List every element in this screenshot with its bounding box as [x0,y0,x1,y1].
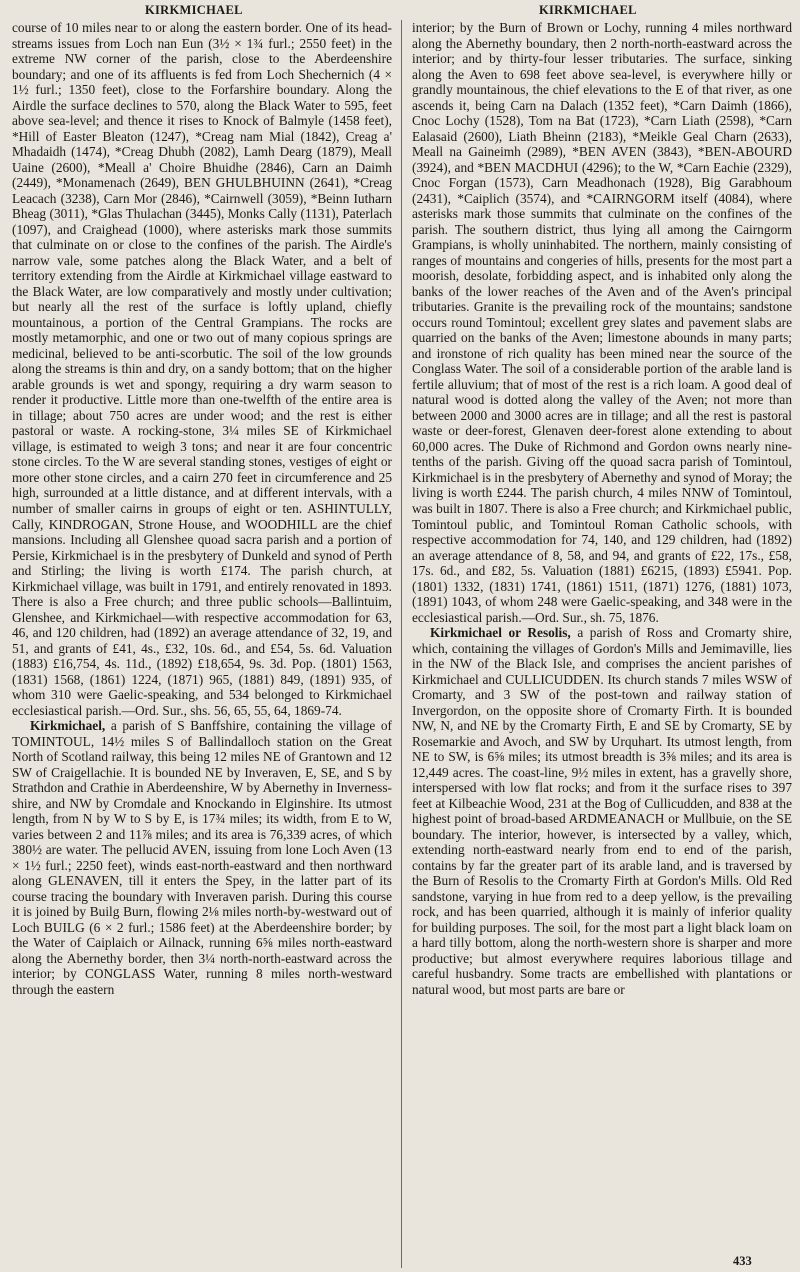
entry-headword: Kirkmichael or Resolis, [430,625,571,641]
entry-headword: Kirkmichael, [30,718,106,734]
page-number: 433 [733,1254,752,1268]
left-paragraph-2 [12,718,392,997]
page-header-right: KIRKMICHAEL [539,3,637,17]
entry-text: a parish of Ross and Cromarty shire, which, containing the villages of Gordon's Mills and Jemimaville, lies in the NW of the Black Isle, and comprises the ancient parishes of Kirkmichael and CULLICUDDEN. Its church stands 7 miles WSW of Cromarty, and 3 SW of the post-town and railway station of Invergordon, on the opposite shore of Cromarty Firth. It is bounded NW, N, and NE by the Cromarty Firth, E and SE by Cromarty, SE by Rosemarkie and Avoch, and SW by Urquhart. Its utmost length, from NE to SW, is 6⅝ miles; its utmost breadth is 3⅝ miles; and its area is 12,449 acres. The coast-line, 9½ miles in extent, has a gravelly shore, interspersed with low flat rocks; and from it the surface rises to 397 feet at Kilbeachie Wood, 231 at the Bog of Cullicudden, and 838 at the highest point of broad-based ARDMEANACH or Mullbuie, on the SE boundary. The interior, however, is intersected by a valley, which, extending north-eastward nearly from end to end of the parish, contains by far the greater part of its arable land, and is traversed by the Burn of Resolis to the Cromarty Firth at Gordon's Mills. Old Red sandstone, varying in hue from red to a deep yellow, is the prevailing rock, and has been quarried, although it is mainly of inferior quality for building purposes. The soil, for the most part a light black loam on a hard tilly bottom, along the north-western shore is sharper and more productive; but almost everywhere requires laborious tillage and careful husbandry. Some tracts are embellished with plantations or natural wood, but most parts are bare or [412,625,792,997]
column-divider [401,20,402,1268]
entry-text: a parish of S Banffshire, containing the village of TOMINTOUL, 14½ miles S of Ballindalloch station on the Great North of Scotland railway, this being 12 miles NE of Grantown and 12 SW of Craigellachie. It is bounded NE by Inveraven, E, SE, and S by Strathdon and Crathie in Aberdeenshire, W by Abernethy in Inverness-shire, and NW by Cromdale and Knockando in Elginshire. Its utmost length, from N by W to S by E, is 17¾ miles; its width, from E to W, varies between 2 and 11⅞ miles; and its area is 76,339 acres, of which 380½ are water. The pellucid AVEN, issuing from lone Loch Aven (13 × 1½ furl.; 2250 feet), winds east-north-eastward and then northward along GLENAVEN, till it enters the Spey, in the latter part of its course tracing the boundary with Inveraven parish. During this course it is joined by Builg Burn, flowing 2⅛ miles north-by-westward out of Loch BUILG (6 × 2 furl.; 1586 feet) at the Aberdeenshire border; by the Water of Caiplaich or Ailnack, running 6⅝ miles north-eastward along the Abernethy border, then 3¼ north-north-eastward across the interior; by CONGLASS Water, running 8 miles north-westward through the eastern [12,718,392,997]
right-paragraph-2 [412,625,792,997]
right-column [412,20,792,1252]
left-paragraph-1: course of 10 miles near to or along the eastern border. One of its head-streams issues from Loch nan Eun (3½ × 1¾ furl.; 2550 feet) in the extreme NW corner of the parish, close to the Aberdeenshire boundary; and one of its affluents is fed from Loch Shechernich (4 × 1½ furl.; 1350 feet), close to the Forfarshire boundary. Along the Airdle the surface declines to 570, along the Black Water to 595, feet above sea-level; and thence it rises to Knock of Balmyle (1458 feet), *Hill of Easter Bleaton (1247), *Creag nam Mial (1842), Creag a' Mhadaidh (1474), *Creag Dhubh (2082), Lamh Dearg (1879), Meall Uaine (2600), *Meall a' Choire Bhuidhe (2846), Carn an Daimh (2449), *Monamenach (2649), BEN GHULBHUINN (2641), *Creag Leacach (3238), Carn Mor (2846), *Cairnwell (3059), *Beinn Iutharn Bheag (3011), *Glas Thulachan (3445), Monks Cally (1131), Paterlach (1097), and Craighead (1000), where asterisks mark those summits that culminate on or close to the confines of the parish. The Airdle's narrow vale, some patches along the Black Water, and a belt of territory extending from the Airdle at Kirkmichael village eastward to the Black Water, are low comparatively and mostly under cultivation; but nearly all the rest of the surface is loftly upland, chiefly mountainous, a portion of the Central Grampians. The rocks are mostly metamorphic, and one or two out of many copious springs are medicinal, believed to be anti-scorbutic. The soil of the low grounds along the streams is thin and dry, on a sandy bottom; that on the higher arable grounds is wet and spongy, requiring a dry warm season to render it productive. Little more than one-twelfth of the entire area is in tillage; about 750 acres are under wood; and the rest is either pastoral or waste. A rocking-stone, 3¼ miles SE of Kirkmichael village, is estimated to weigh 3 tons; and near it are four concentric stone circles. To the W are several standing stones, vestiges of eight or more other stone circles, and a cairn 270 feet in circumference and 25 high, surrounded at a little distance, and at different intervals, with a number of smaller cairns in groups of eight or ten. ASHINTULLY, Cally, KINDROGAN, Strone House, and WOODHILL are the chief mansions. Including all Glenshee quoad sacra parish and a portion of Persie, Kirkmichael is in the presbytery of Dunkeld and synod of Perth and Stirling; the living is worth £174. The parish church, at Kirkmichael village, was built in 1791, and entirely renovated in 1893. There is also a Free church; and three public schools—Ballintuim, Glenshee, and Kirkmichael—with respective accommodation for 63, 46, and 120 children, had (1892) an average attendance of 32, 19, and 51, and grants of £41, 4s., £32, 10s. 6d., and £54, 5s. 6d. Valuation (1883) £16,754, 4s. 11d., (1892) £18,654, 9s. 3d. Pop. (1801) 1563, (1831) 1568, (1861) 1224, (1871) 965, (1881) 849, (1891) 935, of whom 310 were Gaelic-speaking, and 534 belonged to Kirkmichael ecclesiastical parish.—Ord. Sur., shs. 56, 65, 55, 64, 1869-74. [12,20,392,718]
left-column [12,20,392,1252]
right-paragraph-1: interior; by the Burn of Brown or Lochy, running 4 miles northward along the Abernethy boundary, then 2 north-north-eastward across the interior; and by thirty-four lesser tributaries. The surface, sinking along the Aven to 698 feet above sea-level, is everywhere hilly or grandly mountainous, the chief elevations to the E of that river, as one ascends it, being Carn na Dalach (1352 feet), *Carn Daimh (1866), Cnoc Lochy (1528), Tom na Bat (1723), *Carn Liath (2598), *Carn Ealasaid (2600), Liath Bheinn (2183), *Meikle Geal Charn (2633), Meall na Gaineimh (2989), *BEN AVEN (3843), *BEN-ABOURD (3924), and *BEN MACDHUI (4296); to the W, *Carn Eachie (2329), Cnoc Forgan (1573), Carn Meadhonach (1928), Big Garabhoum (2431), *Caiplich (3574), and *CAIRNGORM itself (4084), where asterisks mark those summits that culminate on the confines of the parish. The southern district, thus lying all among the Cairngorm Grampians, is wholly uninhabited. The northern, mainly consisting of ranges of mountains and congeries of hills, presents for the most part a moorish, desolate, forbidding aspect, and is inhabited only along the banks of the lower reaches of the Aven and of the Aven's principal tributaries. Granite is the prevailing rock of the mountains; sandstone occurs round Tomintoul; excellent grey slates and pavement slabs are quarried on the banks of the Aven; limestone abounds in many parts; and ironstone of rich quality has been mined near the source of the Conglass Water. The soil of a considerable portion of the arable land is fertile alluvium; that of most of the rest is a rich loam. A good deal of natural wood is dotted along the valley of the Aven; not more than between 2000 and 3000 acres are in tillage; and all the rest is pastoral waste or deer-forest, Glenaven deer-forest alone extending to about 60,000 acres. The Duke of Richmond and Gordon owns nearly nine-tenths of the parish. Giving off the quoad sacra parish of Tomintoul, Kirkmichael is in the presbytery of Abernethy and synod of Moray; the living is worth £244. The parish church, 4 miles NNW of Tomintoul, was built in 1807. There is also a Free church; and Kirkmichael public, Tomintoul public, and Tomintoul Roman Catholic schools, with respective accommodation for 74, 140, and 129 children, had (1892) an average attendance of 8, 58, and 94, and grants of £22, 17s., £58, 17s. 6d., and £82, 5s. Valuation (1881) £6215, (1893) £5941. Pop. (1801) 1332, (1831) 1741, (1861) 1511, (1871) 1276, (1881) 1073, (1891) 1043, of whom 248 were Gaelic-speaking, and 348 were in the ecclesiastical parish.—Ord. Sur., sh. 75, 1876. [412,20,792,625]
page-header-left: KIRKMICHAEL [145,3,243,17]
